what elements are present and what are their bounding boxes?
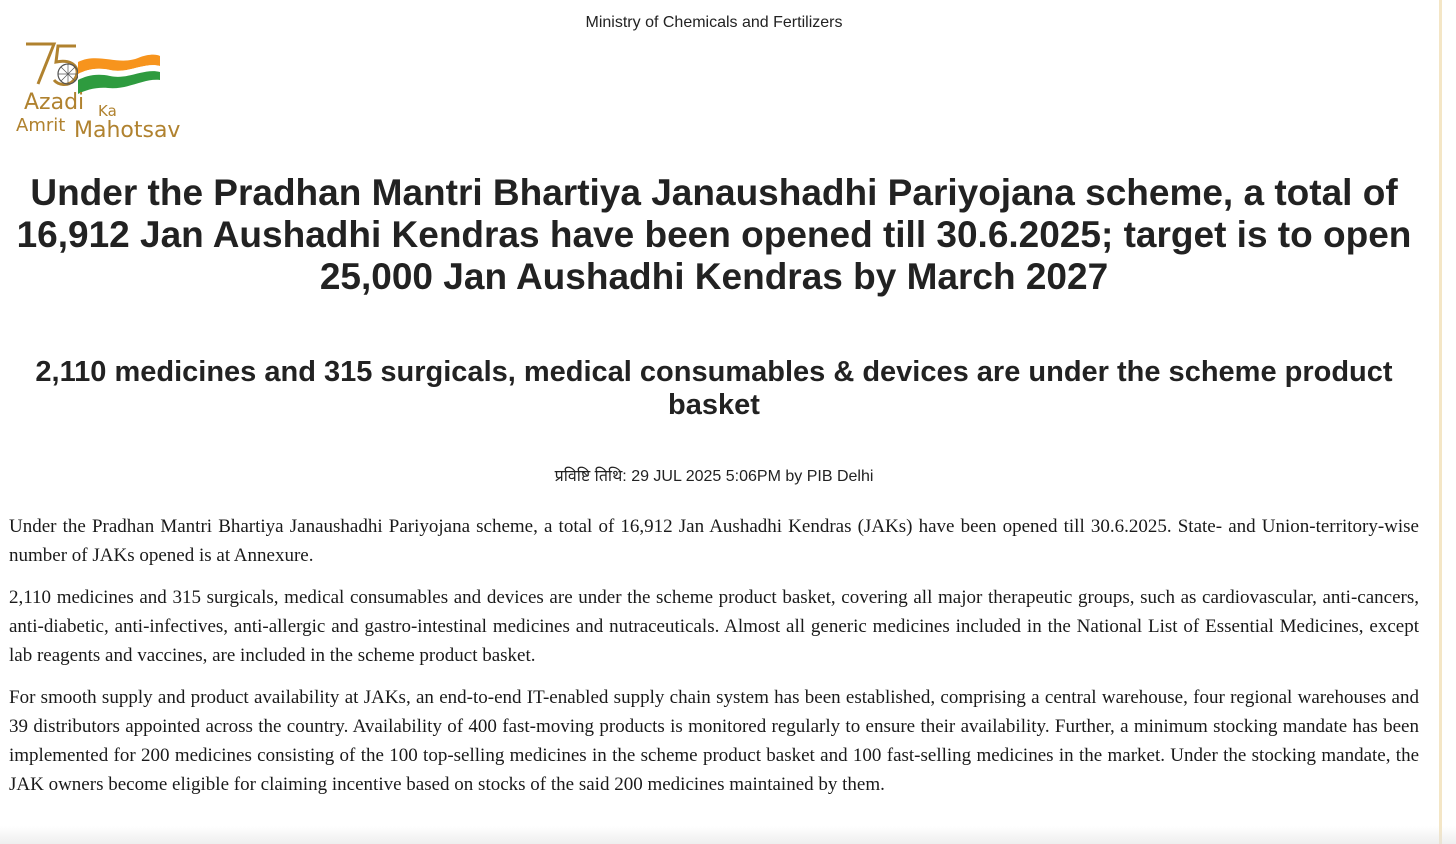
press-release-body — [9, 512, 1419, 812]
body-paragraph-1: Under the Pradhan Mantri Bhartiya Janaushadhi Pariyojana scheme, a total of 16,912 Jan Aushadhi Kendras (JAKs) have been opened till 30.6.2025. State- and Union-territory-wise number of JAKs opened is at Annexure. — [9, 516, 1419, 566]
body-paragraph-3: For smooth supply and product availability at JAKs, an end-to-end IT-enabled supply chain system has been established, comprising a central warehouse, four regional warehouses and 39 distributors appointed across the country. Availability of 400 fast-moving products is monitored regularly to ensure their availability. Further, a minimum stocking mandate has been implemented for 200 medicines consisting of the 100 top-selling medicines in the scheme product basket and 100 fast-selling medicines in the market. Under the stocking mandate, the JAK owners become eligible for claiming incentive based on stocks of the said 200 medicines maintained by them. — [9, 687, 1419, 795]
logo-text-ka: Ka — [98, 102, 117, 120]
logo-text-mahotsav: Mahotsav — [74, 118, 181, 143]
page-edge-divider — [1439, 0, 1442, 844]
ministry-name: Ministry of Chemicals and Fertilizers — [585, 14, 843, 31]
azadi-ka-amrit-mahotsav-logo — [14, 40, 199, 144]
logo-text-azadi: Azadi — [24, 90, 85, 115]
body-paragraph-2: 2,110 medicines and 315 surgicals, medical consumables and devices are under the scheme product basket, covering all major therapeutic groups, such as cardiovascular, anti-cancers, anti-diabetic, anti-infectives, anti-allergic and gastro-intestinal medicines and nutraceuticals. Almost all generic medicines included in the National List of Essential Medicines, except lab reagents and vaccines, are included in the scheme product basket. — [9, 587, 1419, 666]
logo-text-amrit: Amrit — [16, 115, 66, 136]
press-release-subtitle: 2,110 medicines and 315 surgicals, medical consumables & devices are under the scheme product basket — [35, 356, 1393, 421]
posted-on-date: प्रविष्टि तिथि: 29 JUL 2025 5:06PM by PIB Delhi — [554, 468, 874, 485]
press-release-title: Under the Pradhan Mantri Bhartiya Janaushadhi Pariyojana scheme, a total of 16,912 Jan Aushadhi Kendras have been opened till 30.6.2025; target is to open 25,000 Jan Aushadhi Kendras by March 2027 — [16, 172, 1412, 297]
bottom-fade — [0, 826, 1456, 844]
